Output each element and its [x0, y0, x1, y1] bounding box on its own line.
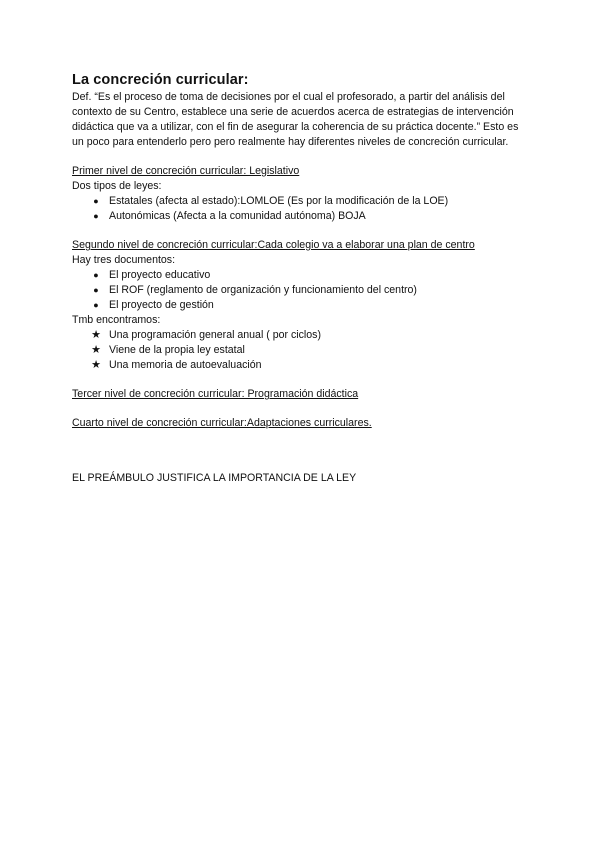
level2-extra-list — [72, 328, 532, 373]
document-title: La concreción curricular: — [72, 72, 249, 88]
level2-intro: Hay tres documentos: — [72, 254, 176, 266]
closing-statement: EL PREÁMBULO JUSTIFICA LA IMPORTANCIA DE LA LEY — [72, 472, 357, 484]
list-item: ● El proyecto de gestión — [72, 298, 532, 313]
bullet-dot-icon: ● — [93, 270, 99, 280]
bullet-dot-icon: ● — [93, 300, 99, 310]
bullet-star-icon: ★ — [91, 344, 101, 356]
level2-list — [72, 268, 532, 313]
list-item: ★ Viene de la propia ley estatal — [72, 343, 532, 358]
list-item: ● Autonómicas (Afecta a la comunidad autónoma) BOJA — [72, 209, 532, 224]
level1-heading: Primer nivel de concreción curricular: Legislativo — [72, 165, 300, 177]
level4-heading: Cuarto nivel de concreción curricular:Adaptaciones curriculares. — [72, 417, 372, 429]
level3-heading: Tercer nivel de concreción curricular: Programación didáctica — [72, 388, 359, 400]
document-body — [72, 72, 532, 431]
list-item: ★ Una memoria de autoevaluación — [72, 358, 532, 373]
level1-intro: Dos tipos de leyes: — [72, 180, 162, 192]
bullet-dot-icon: ● — [93, 285, 99, 295]
definition-paragraph: Def. “Es el proceso de toma de decisiones por el cual el profesorado, a partir del análisis del contexto de su Centro, establece una serie de acuerdos acerca de estrategias de intervención didáctica que va a utilizar, con el fin de asegurar la coherencia de su práctica docente.” Esto es un poco para entenderlo pero pero realmente hay diferentes niveles de concreción curricular. — [72, 91, 519, 148]
level2-heading: Segundo nivel de concreción curricular:Cada colegio va a elaborar una plan de centro — [72, 239, 475, 251]
level2-extra-intro: Tmb encontramos: — [72, 314, 161, 326]
bullet-star-icon: ★ — [91, 359, 101, 371]
list-item: ● El ROF (reglamento de organización y funcionamiento del centro) — [72, 283, 532, 298]
list-item: ● Estatales (afecta al estado):LOMLOE (Es por la modificación de la LOE) — [72, 194, 532, 209]
bullet-star-icon: ★ — [91, 329, 101, 341]
list-item: ● El proyecto educativo — [72, 268, 532, 283]
level1-list — [72, 194, 532, 224]
bullet-dot-icon: ● — [93, 196, 99, 206]
list-item: ★ Una programación general anual ( por ciclos) — [72, 328, 532, 343]
bullet-dot-icon: ● — [93, 211, 99, 221]
